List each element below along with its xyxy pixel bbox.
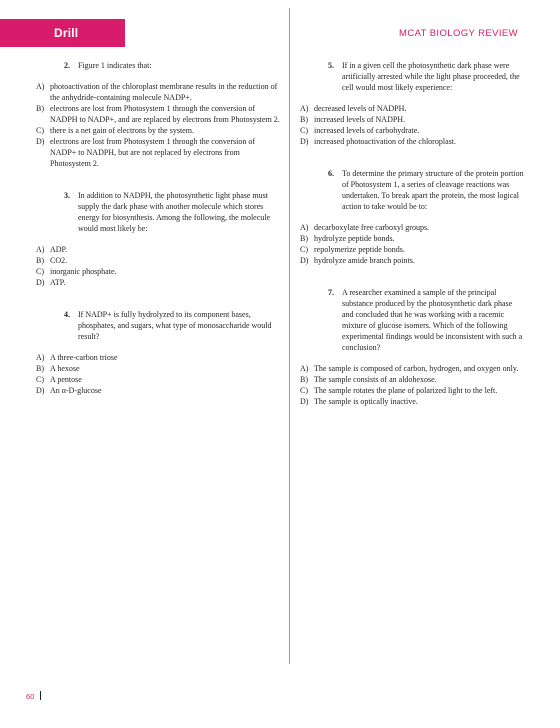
option-letter: A)	[36, 353, 45, 362]
answer-option[interactable]	[300, 125, 524, 136]
left-column	[36, 60, 280, 417]
question-text: In addition to NADPH, the photosynthetic light phase must supply the dark phase with another molecule which stores energy for biosynthesis. Among the following, the molecule would most likely be:	[78, 191, 271, 233]
option-letter: A)	[36, 245, 45, 254]
answer-option[interactable]	[36, 385, 280, 396]
option-text: A three-carbon triose	[50, 353, 118, 362]
question-number: 4.	[64, 310, 70, 319]
answer-options	[36, 352, 280, 396]
answer-option[interactable]	[300, 136, 524, 147]
answer-option[interactable]	[300, 374, 524, 385]
option-text: inorganic phosphate.	[50, 267, 117, 276]
question-block	[300, 168, 524, 266]
option-letter: C)	[36, 375, 44, 384]
option-text: increased photoactivation of the chloroplast.	[314, 137, 456, 146]
question-text: A researcher examined a sample of the principal substance produced by the photosynthetic dark phase and concluded that he was working with a racemic mixture of glucose isomers. Which of the following experimental findings would be inconsistent with such a conclusion?	[342, 288, 523, 352]
running-header-title: MCAT BIOLOGY REVIEW	[399, 28, 518, 39]
question-block	[300, 287, 524, 407]
option-letter: B)	[36, 104, 44, 113]
question-number: 3.	[64, 191, 70, 200]
option-text: The sample is optically inactive.	[314, 397, 418, 406]
answer-option[interactable]	[300, 396, 524, 407]
answer-option[interactable]	[36, 255, 280, 266]
answer-option[interactable]	[300, 363, 524, 374]
option-letter: A)	[300, 364, 309, 373]
answer-option[interactable]	[36, 352, 280, 363]
answer-option[interactable]	[300, 255, 524, 266]
answer-option[interactable]	[36, 136, 280, 169]
question-number: 2.	[64, 61, 70, 70]
drill-label: Drill	[54, 26, 79, 40]
option-letter: B)	[300, 375, 308, 384]
option-text: ADP.	[50, 245, 68, 254]
option-text: ATP.	[50, 278, 66, 287]
option-text: A hexose	[50, 364, 80, 373]
answer-options	[36, 81, 280, 169]
question-block	[36, 60, 280, 169]
option-text: repolymerize peptide bonds.	[314, 245, 405, 254]
page-number: 60	[26, 692, 35, 701]
answer-option[interactable]	[300, 385, 524, 396]
option-letter: B)	[300, 115, 308, 124]
option-text: photoactivation of the chloroplast membrane results in the reduction of the anhydride-containing molecule NADP+.	[50, 82, 278, 102]
answer-option[interactable]	[36, 374, 280, 385]
answer-options	[300, 363, 524, 407]
answer-options	[36, 244, 280, 288]
question-number: 6.	[328, 169, 334, 178]
option-letter: C)	[36, 267, 44, 276]
option-text: there is a net gain of electrons by the system.	[50, 126, 194, 135]
option-text: increased levels of carbohydrate.	[314, 126, 420, 135]
option-letter: A)	[300, 223, 309, 232]
option-letter: A)	[36, 82, 45, 91]
question-text: If in a given cell the photosynthetic dark phase were artificially arrested while the light phase proceeded, the cell would most likely experience:	[342, 61, 520, 92]
question-stem	[36, 190, 280, 234]
option-letter: C)	[300, 245, 308, 254]
answer-options	[300, 222, 524, 266]
question-block	[36, 309, 280, 396]
option-letter: C)	[300, 126, 308, 135]
option-letter: C)	[300, 386, 308, 395]
footer-divider	[40, 691, 41, 700]
option-letter: D)	[300, 137, 309, 146]
option-text: electrons are lost from Photosystem 1 through the conversion of NADPH to NADP+, and are replaced by electrons from Photosystem 2.	[50, 104, 280, 124]
right-column	[300, 60, 524, 428]
option-letter: B)	[36, 364, 44, 373]
option-text: electrons are lost from Photosystem 1 through the conversion of NADP+ to NADPH, but are not replaced by electrons from Photosystem 2.	[50, 137, 256, 168]
option-text: decreased levels of NADPH.	[314, 104, 407, 113]
answer-options	[300, 103, 524, 147]
option-letter: D)	[36, 386, 45, 395]
answer-option[interactable]	[300, 114, 524, 125]
option-text: The sample rotates the plane of polarized light to the left.	[314, 386, 498, 395]
option-letter: D)	[36, 137, 45, 146]
option-letter: A)	[300, 104, 309, 113]
option-text: The sample is composed of carbon, hydrogen, and oxygen only.	[314, 364, 519, 373]
question-stem	[36, 309, 280, 342]
option-letter: D)	[36, 278, 45, 287]
option-text: CO2.	[50, 256, 68, 265]
answer-option[interactable]	[300, 233, 524, 244]
option-letter: D)	[300, 256, 309, 265]
option-letter: C)	[36, 126, 44, 135]
question-text: Figure 1 indicates that:	[78, 61, 152, 70]
option-text: hydrolyze amide branch points.	[314, 256, 415, 265]
question-stem	[300, 60, 524, 93]
question-stem	[300, 287, 524, 353]
question-number: 5.	[328, 61, 334, 70]
answer-option[interactable]	[36, 266, 280, 277]
answer-option[interactable]	[36, 125, 280, 136]
column-divider	[289, 8, 290, 664]
answer-option[interactable]	[300, 222, 524, 233]
option-text: increased levels of NADPH.	[314, 115, 406, 124]
answer-option[interactable]	[36, 363, 280, 374]
option-letter: D)	[300, 397, 309, 406]
option-text: hydrolyze peptide bonds.	[314, 234, 395, 243]
question-block	[300, 60, 524, 147]
answer-option[interactable]	[300, 244, 524, 255]
question-text: If NADP+ is fully hydrolyzed to its component bases, phosphates, and sugars, what type of monosaccharide would result?	[78, 310, 272, 341]
option-text: A pentose	[50, 375, 82, 384]
answer-option[interactable]	[36, 244, 280, 255]
answer-option[interactable]	[36, 103, 280, 125]
answer-option[interactable]	[300, 103, 524, 114]
question-number: 7.	[328, 288, 334, 297]
question-block	[36, 190, 280, 288]
option-letter: B)	[36, 256, 44, 265]
question-stem	[36, 60, 280, 71]
answer-option[interactable]	[36, 81, 280, 103]
option-letter: B)	[300, 234, 308, 243]
answer-option[interactable]	[36, 277, 280, 288]
option-text: An α-D-glucose	[50, 386, 102, 395]
option-text: The sample consists of an aldohexose.	[314, 375, 437, 384]
option-text: decarboxylate free carboxyl groups.	[314, 223, 430, 232]
question-text: To determine the primary structure of the protein portion of Photosystem 1, a series of cleavage reactions was undertaken. To break apart the protein, the most logical action to take would be to:	[342, 169, 524, 211]
question-stem	[300, 168, 524, 212]
